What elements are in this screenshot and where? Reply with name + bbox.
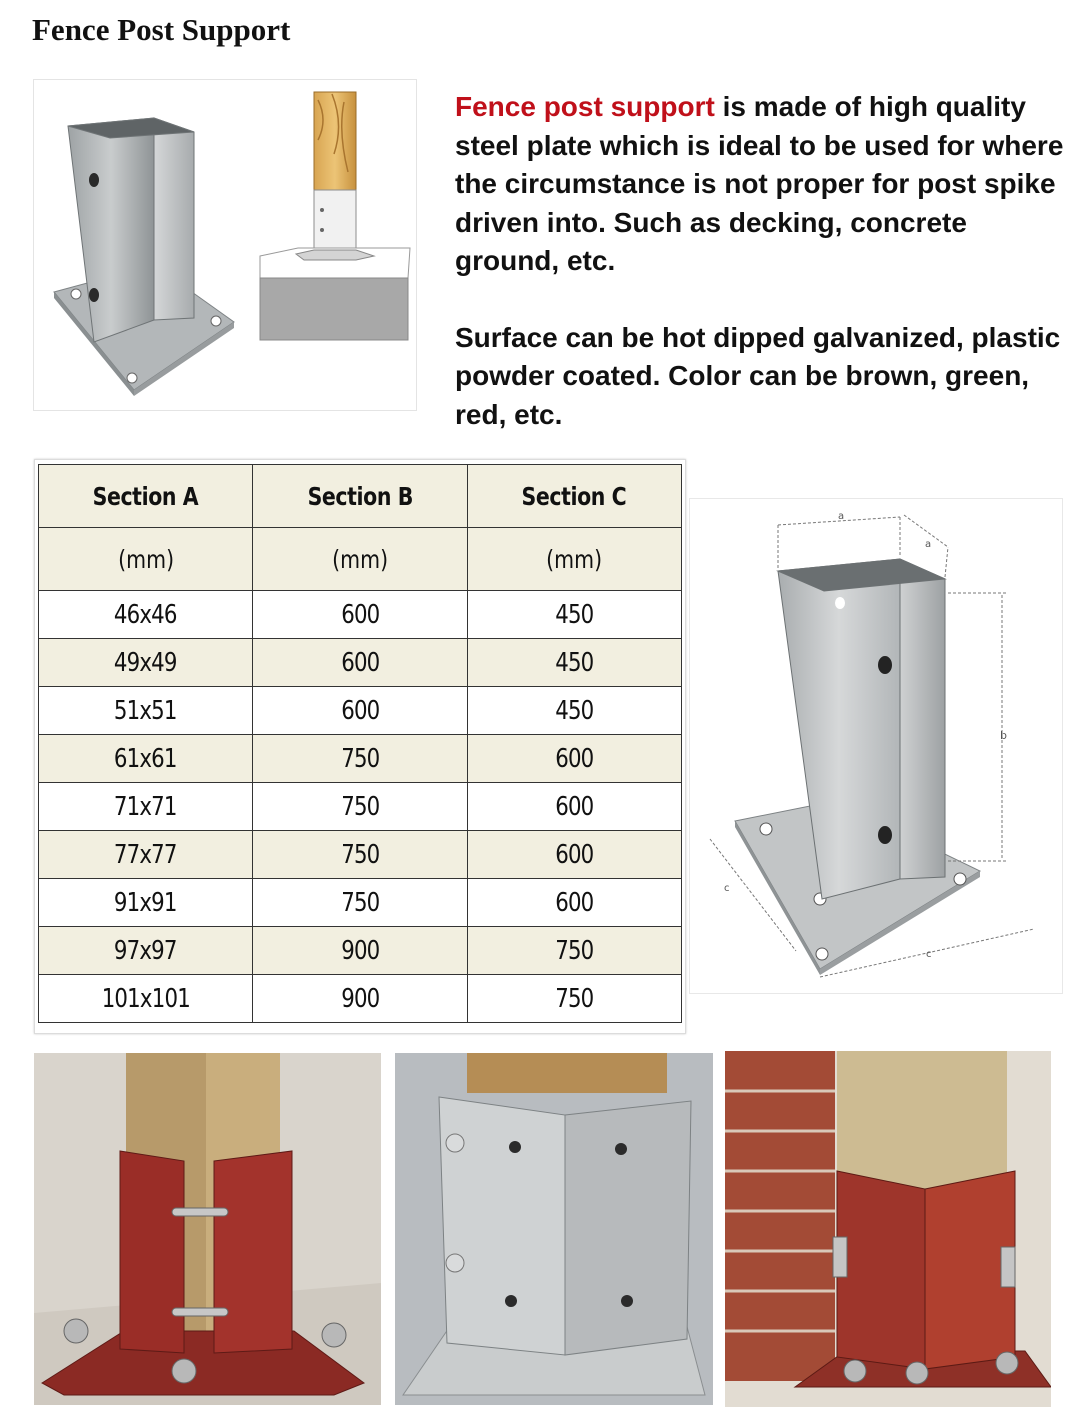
header-section-b: Section B xyxy=(253,465,467,528)
table-cell-section-a: 91x91 xyxy=(39,879,253,927)
table-cell-section-c: 450 xyxy=(467,591,681,639)
table-cell-section-b: 750 xyxy=(253,735,467,783)
table-cell-section-c: 750 xyxy=(467,927,681,975)
table-row xyxy=(39,879,682,927)
unit-section-c: (mm) xyxy=(467,528,681,591)
table-cell-section-c: 600 xyxy=(467,831,681,879)
table-cell-section-b: 750 xyxy=(253,879,467,927)
table-cell-section-b: 900 xyxy=(253,927,467,975)
header-section-a: Section A xyxy=(39,465,253,528)
page-title: Fence Post Support xyxy=(32,12,291,47)
table-cell-section-a: 97x97 xyxy=(39,927,253,975)
table-header-row xyxy=(39,465,682,528)
table-unit-row xyxy=(39,528,682,591)
dim-label-b: b xyxy=(1000,729,1007,742)
description-paragraph-2: Surface can be hot dipped galvanized, plastic powder coated. Color can be brown, green, red, etc. xyxy=(455,321,1061,430)
table-row xyxy=(39,975,682,1023)
table-cell-section-a: 49x49 xyxy=(39,639,253,687)
table-cell-section-c: 450 xyxy=(467,639,681,687)
table-row xyxy=(39,687,682,735)
table-cell-section-c: 600 xyxy=(467,735,681,783)
dimension-diagram xyxy=(689,498,1063,994)
table-cell-section-a: 61x61 xyxy=(39,735,253,783)
table-cell-section-a: 51x51 xyxy=(39,687,253,735)
description-highlight: Fence post support xyxy=(455,91,715,122)
product-photo-red-brick xyxy=(725,1051,1051,1407)
unit-section-a: (mm) xyxy=(39,528,253,591)
spec-table-container xyxy=(34,459,686,1034)
header-section-c: Section C xyxy=(467,465,681,528)
table-row xyxy=(39,639,682,687)
table-row xyxy=(39,735,682,783)
product-photo-red-coated xyxy=(34,1053,381,1405)
table-cell-section-b: 600 xyxy=(253,591,467,639)
product-photo-galvanized xyxy=(33,79,417,411)
product-description xyxy=(455,88,1075,434)
dim-label-a-side: a xyxy=(925,539,932,550)
table-cell-section-c: 600 xyxy=(467,879,681,927)
table-cell-section-c: 600 xyxy=(467,783,681,831)
description-paragraph-1 xyxy=(455,88,1075,281)
dim-label-a-top: a xyxy=(838,511,845,522)
table-cell-section-b: 750 xyxy=(253,783,467,831)
table-row xyxy=(39,783,682,831)
table-cell-section-b: 600 xyxy=(253,687,467,735)
table-cell-section-a: 46x46 xyxy=(39,591,253,639)
spec-table xyxy=(38,464,682,1023)
dim-label-c-left: c xyxy=(724,883,730,894)
table-cell-section-c: 750 xyxy=(467,975,681,1023)
table-cell-section-a: 77x77 xyxy=(39,831,253,879)
table-cell-section-a: 71x71 xyxy=(39,783,253,831)
table-row xyxy=(39,927,682,975)
table-cell-section-b: 750 xyxy=(253,831,467,879)
description-paragraph-1-text: is made of high quality steel plate which is ideal to be used for where the circumstance is not proper for post spike driven into. Such as decking, concrete ground, etc. xyxy=(455,91,1064,276)
dim-label-c-bottom: c xyxy=(926,949,932,960)
unit-section-b: (mm) xyxy=(253,528,467,591)
table-cell-section-c: 450 xyxy=(467,687,681,735)
table-row xyxy=(39,831,682,879)
product-photo-galvanized-installed xyxy=(395,1053,713,1405)
table-cell-section-b: 600 xyxy=(253,639,467,687)
table-row xyxy=(39,591,682,639)
table-cell-section-a: 101x101 xyxy=(39,975,253,1023)
table-cell-section-b: 900 xyxy=(253,975,467,1023)
